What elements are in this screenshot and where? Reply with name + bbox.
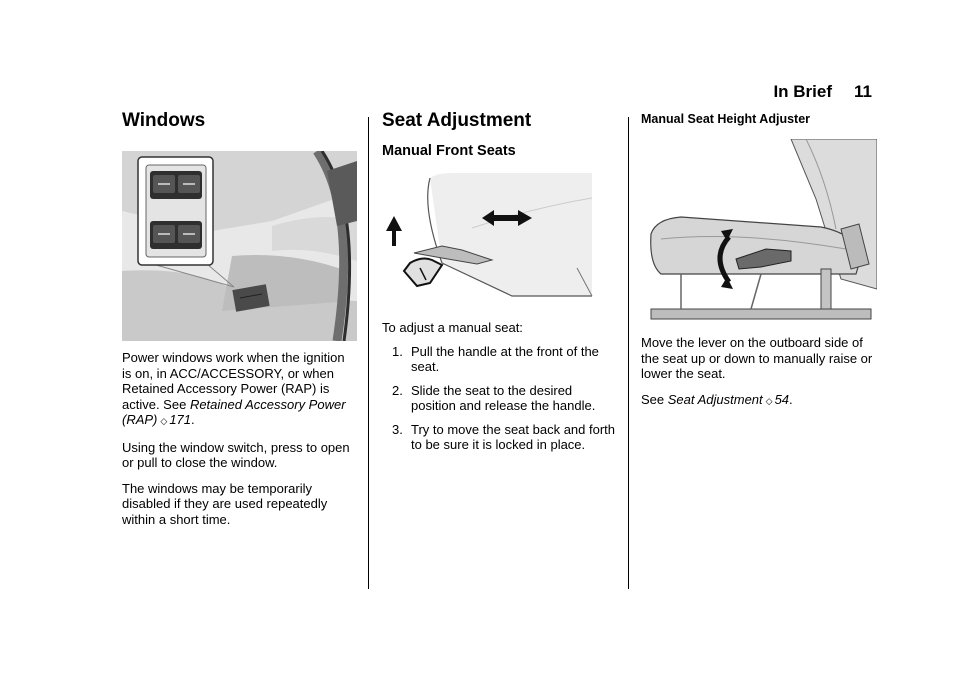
seat-height-illustration — [641, 139, 877, 327]
step-text: Slide the seat to the desired position and release the handle. — [411, 382, 596, 413]
page-reference-icon — [763, 392, 775, 407]
step-text: Pull the handle at the front of the seat. — [411, 343, 599, 374]
height-adjuster-see-also: See Seat Adjustment◇ 54. — [641, 392, 877, 410]
rap-reference-link[interactable]: Retained Accessory Power (RAP) — [122, 396, 346, 427]
height-adjuster-heading: Manual Seat Height Adjuster — [641, 112, 811, 126]
seat-adjustment-section — [382, 110, 618, 461]
step-number: 3. — [392, 421, 403, 437]
page-number: 11 — [854, 82, 872, 101]
step-text: Try to move the seat back and forth to be sure it is locked in place. — [411, 421, 616, 452]
list-item — [382, 383, 618, 414]
manual-front-seats-heading: Manual Front Seats — [382, 143, 516, 159]
windows-section — [122, 110, 357, 527]
column-divider — [628, 117, 629, 589]
see-text: See — [641, 391, 668, 407]
windows-paragraph-1: Power windows work when the ignition is on, in ACC/ACCESSORY, or when Retained Accessory Power (RAP) is active. See Retained Accessory Power (RAP)◇ 171. — [122, 350, 357, 430]
column-divider — [368, 117, 369, 589]
window-switch-illustration — [122, 151, 357, 341]
list-item — [382, 422, 618, 453]
seat-adjustment-heading: Seat Adjustment — [382, 110, 532, 131]
page-reference-icon — [157, 412, 169, 427]
windows-text: Power windows work when the ignition is on, in ACC/ACCESSORY, or when Retained Accessory Power (RAP) is active. See — [122, 350, 345, 412]
height-adjuster-paragraph: Move the lever on the outboard side of the seat up or down to manually raise or lower the seat. — [641, 335, 873, 381]
seat-adjustment-link[interactable]: Seat Adjustment — [667, 391, 763, 407]
step-number: 1. — [392, 343, 403, 359]
rap-page-link[interactable]: 171 — [169, 412, 192, 427]
windows-paragraph-3: The windows may be temporarily disabled if they are used repeatedly within a short time. — [122, 480, 328, 527]
seat-slide-illustration — [382, 168, 618, 308]
windows-heading: Windows — [122, 110, 206, 131]
list-item — [382, 344, 618, 375]
windows-paragraph-2: Using the window switch, press to open or pull to close the window. — [122, 439, 350, 470]
step-number: 2. — [392, 382, 403, 398]
height-adjuster-section — [641, 112, 877, 409]
section-title: In Brief — [773, 82, 833, 101]
running-head — [773, 82, 872, 102]
seat-adjustment-page-link[interactable]: 54 — [774, 391, 790, 407]
seat-steps-list — [382, 344, 618, 453]
seat-intro: To adjust a manual seat: — [382, 320, 523, 335]
